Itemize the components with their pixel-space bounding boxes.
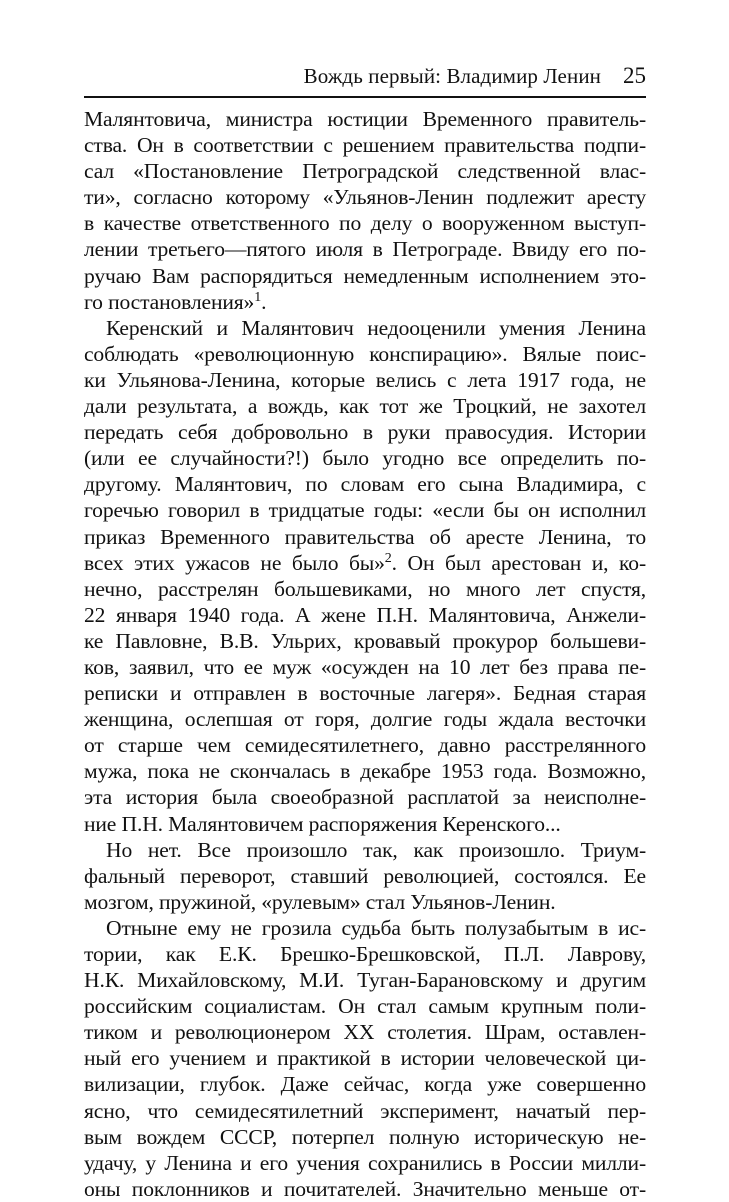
text-line: оны поклонников и почитателей. Значительно меньше от- (84, 1176, 646, 1201)
text-line: вым вождем СССР, потерпел полную историческую не- (84, 1124, 646, 1149)
text-line: нечно, расстрелян большевиками, но много лет спустя, (84, 576, 646, 601)
text-line: ти», согласно которому «Ульянов-Ленин подлежит аресту (84, 185, 646, 210)
text-line: фальный переворот, ставший революцией, состоялся. Ее (84, 863, 646, 888)
text-line: Керенский и Малянтович недооценили умения Ленина (106, 315, 646, 340)
text-line: Малянтовича, министра юстиции Временного правитель- (84, 107, 646, 131)
text-fragment: го постановления» (84, 289, 255, 314)
text-line: тиком и революционером XX столетия. Шрам, оставлен- (84, 1020, 646, 1045)
text-line: женщина, ослепшая от горя, долгие годы ждала весточки (84, 707, 646, 732)
footnote-marker: 1 (254, 289, 262, 305)
text-line: тории, как Е.К. Брешко-Брешковской, П.Л. Лаврову, (84, 942, 646, 966)
text-line: ние П.Н. Малянтовичем распоряжения Керенского... (84, 811, 561, 836)
text-line: (или ее случайности?!) было угодно все определить по- (84, 446, 646, 471)
text-line: мозгом, пружиной, «рулевым» стал Ульянов-Ленин. (84, 889, 556, 914)
text-line: приказ Временного правительства об аресте Ленина, то (84, 524, 646, 549)
text-line: ный его учением и практикой в истории человеческой ци- (84, 1046, 646, 1071)
text-line: удачу, у Ленина и его учения сохранились в России милли- (84, 1150, 646, 1175)
text-line: соблюдать «революционную конспирацию». Вялые поис- (84, 341, 646, 366)
footnote-marker: 2 (384, 550, 392, 566)
text-line: ясно, что семидесятилетний эксперимент, начатый пер- (84, 1098, 646, 1123)
text-line: реписки и отправлен в восточные лагеря». Бедная старая (84, 681, 646, 706)
text-line: Н.К. Михайловскому, М.И. Туган-Барановскому и другим (84, 968, 646, 993)
text-line: мужа, пока не скончалась в декабре 1953 года. Возможно, (84, 759, 646, 784)
text-line: Но нет. Все произошло так, как произошло. Триум- (106, 837, 646, 862)
text-fragment: . Он был арестован и, ко- (391, 550, 646, 575)
text-line: Отныне ему не грозила судьба быть полузабытым в ис- (106, 915, 646, 940)
body-text (84, 106, 646, 1202)
text-line: другому. Малянтович, по словам его сына Владимира, с (84, 472, 646, 497)
text-line: российским социалистам. Он стал самым крупным поли- (84, 994, 646, 1019)
text-line: горечью говорил в тридцатые годы: «если бы он исполнил (84, 498, 646, 523)
text-fragment: всех этих ужасов не было бы» (84, 550, 385, 575)
text-line: лении третьего—пятого июля в Петрограде. Ввиду его по- (84, 237, 646, 262)
text-line: в качестве ответственного по делу о вооруженном выступ- (84, 211, 646, 236)
text-fragment: . (261, 289, 267, 314)
text-line: от старше чем семидесятилетнего, давно расстрелянного (84, 733, 646, 758)
text-line: вилизации, глубок. Даже сейчас, когда уже совершенно (84, 1072, 646, 1097)
text-line: ручаю Вам распорядиться немедленным исполнением это- (84, 263, 646, 288)
text-line: дали результата, а вождь, как тот же Троцкий, не захотел (84, 394, 646, 419)
text-line: сал «Постановление Петроградской следственной влас- (84, 159, 646, 184)
text-line: ки Ульянова-Ленина, которые велись с лета 1917 года, не (84, 367, 646, 392)
text-line (84, 289, 646, 315)
text-line: ке Павловне, В.В. Ульрих, кровавый прокурор большеви- (84, 628, 646, 653)
book-page (84, 62, 646, 1202)
text-line: ства. Он в соответствии с решением правительства подпи- (84, 133, 646, 158)
text-line (84, 550, 646, 576)
text-line: ков, заявил, что ее муж «осужден на 10 лет без права пе- (84, 654, 646, 679)
page-number: 25 (623, 63, 646, 88)
text-line: передать себя добровольно в руки правосудия. Истории (84, 420, 646, 445)
text-line: 22 января 1940 года. А жене П.Н. Малянтовича, Анжели- (84, 602, 646, 627)
text-line: эта история была своеобразной расплатой за неисполне- (84, 785, 646, 810)
running-title: Вождь первый: Владимир Ленин (303, 64, 601, 88)
running-header (84, 62, 646, 98)
